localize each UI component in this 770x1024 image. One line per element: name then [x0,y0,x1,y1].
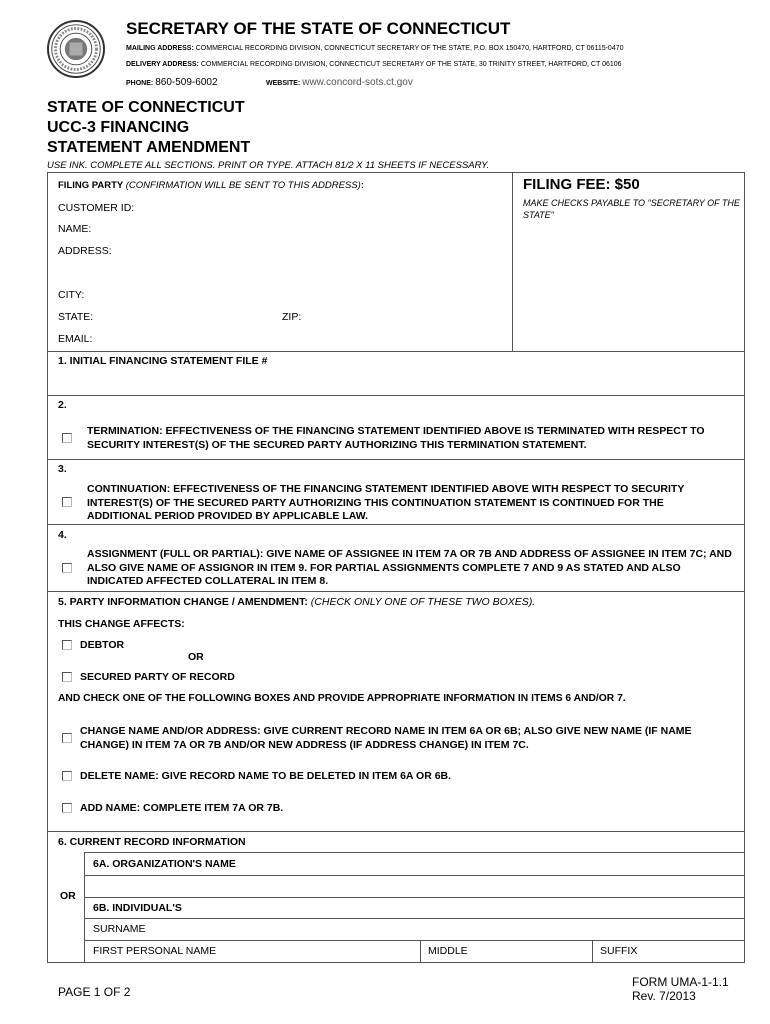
divider-5 [47,591,745,592]
continuation-text: CONTINUATION: EFFECTIVENESS OF THE FINANCING STATEMENT IDENTIFIED ABOVE WITH RESPECT TO SECURITY INTEREST(S) OF THE SECURED PARTY AUTHORIZING THIS CONTINUATION STATEMENT IS CONTINUED FOR THE ADDITIONAL PERIOD PROVIDED BY APPLICABLE LAW. [87,483,685,522]
section-2-number: 2. [58,399,67,411]
table-line-4 [84,940,745,941]
name-label: NAME: [58,223,92,235]
mailing-address-value: COMMERCIAL RECORDING DIVISION, CONNECTICUT SECRETARY OF THE STATE, P.O. BOX 150470, HARTFORD, CT 06115-0470 [195,45,624,52]
instructions: USE INK. COMPLETE ALL SECTIONS. PRINT OR TYPE. ATTACH 81/2 X 11 SHEETS IF NECESSARY. [47,160,490,171]
change-name-checkbox[interactable] [62,733,72,743]
phone-value: 860-509-6002 [155,77,218,88]
table-line-3 [84,918,745,919]
continuation-checkbox[interactable] [62,497,72,507]
phone [126,77,218,88]
website [266,77,413,88]
add-name-checkbox[interactable] [62,803,72,813]
assignment-checkbox[interactable] [62,563,72,573]
page-number: PAGE 1 OF 2 [58,985,131,999]
form-id: FORM UMA-1-1.1 [632,975,729,989]
and-check-label: AND CHECK ONE OF THE FOLLOWING BOXES AND PROVIDE APPROPRIATE INFORMATION IN ITEMS 6 AND/OR 7. [58,693,626,704]
state-seal-logo [47,20,105,78]
delivery-address-value: COMMERCIAL RECORDING DIVISION, CONNECTICUT SECRETARY OF THE STATE, 30 TRINITY STREET, HARTFORD, CT 06106 [200,61,622,68]
address-label: ADDRESS: [58,245,112,257]
termination-checkbox[interactable] [62,433,72,443]
change-affects-label: THIS CHANGE AFFECTS: [58,618,185,630]
filing-fee: FILING FEE: $50 [523,176,640,193]
customer-id-label: CUSTOMER ID: [58,202,135,214]
divider-4 [47,524,745,525]
phone-label: PHONE: [126,80,154,87]
or-label: OR [188,651,204,663]
fee-note: MAKE CHECKS PAYABLE TO "SECRETARY OF THE STATE" [523,198,740,220]
change-name-text: CHANGE NAME AND/OR ADDRESS: GIVE CURRENT RECORD NAME IN ITEM 6A OR 6B; ALSO GIVE NEW NAME (IF NAME CHANGE) IN ITEM 7A OR 7B AND/OR NEW ADDRESS (IF ADDRESS CHANGE) IN ITEM 7C. [80,725,692,751]
delete-name-label: DELETE NAME: GIVE RECORD NAME TO BE DELETED IN ITEM 6A OR 6B. [80,770,452,782]
section-1-label: 1. INITIAL FINANCING STATEMENT FILE # [58,355,268,367]
filing-party-heading: FILING PARTY (CONFIRMATION WILL BE SENT TO THIS ADDRESS): [58,180,364,191]
debtor-label: DEBTOR [80,639,125,651]
divider-1 [47,351,745,352]
first-name-label: FIRST PERSONAL NAME [93,945,217,957]
table-line-2 [84,897,745,898]
org-name-label: 6A. ORGANIZATION'S NAME [93,858,236,870]
table-col-1 [420,940,421,963]
website-label: WEBSITE: [266,80,301,87]
fee-divider [512,172,513,352]
delivery-address-label: DELIVERY ADDRESS: [126,61,199,68]
divider-2 [47,395,745,396]
suffix-label: SUFFIX [600,945,638,957]
section-5-heading: 5. PARTY INFORMATION CHANGE / AMENDMENT: (CHECK ONLY ONE OF THESE TWO BOXES). [58,596,536,608]
revision: Rev. 7/2013 [632,989,696,1003]
or-6-label: OR [60,890,76,902]
add-name-label: ADD NAME: COMPLETE ITEM 7A OR 7B. [80,802,284,814]
individual-label: 6B. INDIVIDUAL'S [93,902,182,914]
email-label: EMAIL: [58,333,93,345]
agency-title: SECRETARY OF THE STATE OF CONNECTICUT [126,19,511,38]
assignment-text: ASSIGNMENT (FULL OR PARTIAL): GIVE NAME OF ASSIGNEE IN ITEM 7A OR 7B AND ADDRESS OF ASSIGNEE IN ITEM 7C; AND ALSO GIVE NAME OF ASSIGNOR IN ITEM 9. FOR PARTIAL ASSIGNMENTS COMPLETE 7 AND 9 AS STATED AND ALSO INDICATED AFFECTED COLLATERAL IN ITEM 8. [87,548,732,587]
city-label: CITY: [58,289,85,301]
mailing-address [126,45,624,52]
surname-label: SURNAME [93,923,146,935]
secured-party-checkbox[interactable] [62,672,72,682]
table-line-1 [84,875,745,876]
delivery-address [126,61,622,68]
delete-name-checkbox[interactable] [62,771,72,781]
termination-text: TERMINATION: EFFECTIVENESS OF THE FINANCING STATEMENT IDENTIFIED ABOVE IS TERMINATED WITH RESPECT TO SECURITY INTEREST(S) OF THE SECURED PARTY AUTHORIZING THIS TERMINATION STATEMENT. [87,425,705,451]
secured-party-label: SECURED PARTY OF RECORD [80,671,235,683]
mailing-address-label: MAILING ADDRESS: [126,45,194,52]
table-col-2 [592,940,593,963]
middle-label: MIDDLE [428,945,468,957]
form-title-line2: UCC-3 FINANCING [47,119,190,136]
section-4-number: 4. [58,529,67,541]
zip-label: ZIP: [282,311,302,323]
form-title-line3: STATEMENT AMENDMENT [47,139,251,156]
section-3-number: 3. [58,463,67,475]
form-number [632,975,729,1003]
debtor-checkbox[interactable] [62,640,72,650]
form-title [47,98,250,158]
state-label: STATE: [58,311,94,323]
website-link[interactable]: www.concord-sots.ct.gov [302,77,413,88]
table-left-line [84,852,85,963]
form-title-line1: STATE OF CONNECTICUT [47,99,245,116]
divider-3 [47,459,745,460]
divider-6 [47,831,745,832]
section-6-heading: 6. CURRENT RECORD INFORMATION [58,836,246,848]
table-top-line [84,852,745,853]
